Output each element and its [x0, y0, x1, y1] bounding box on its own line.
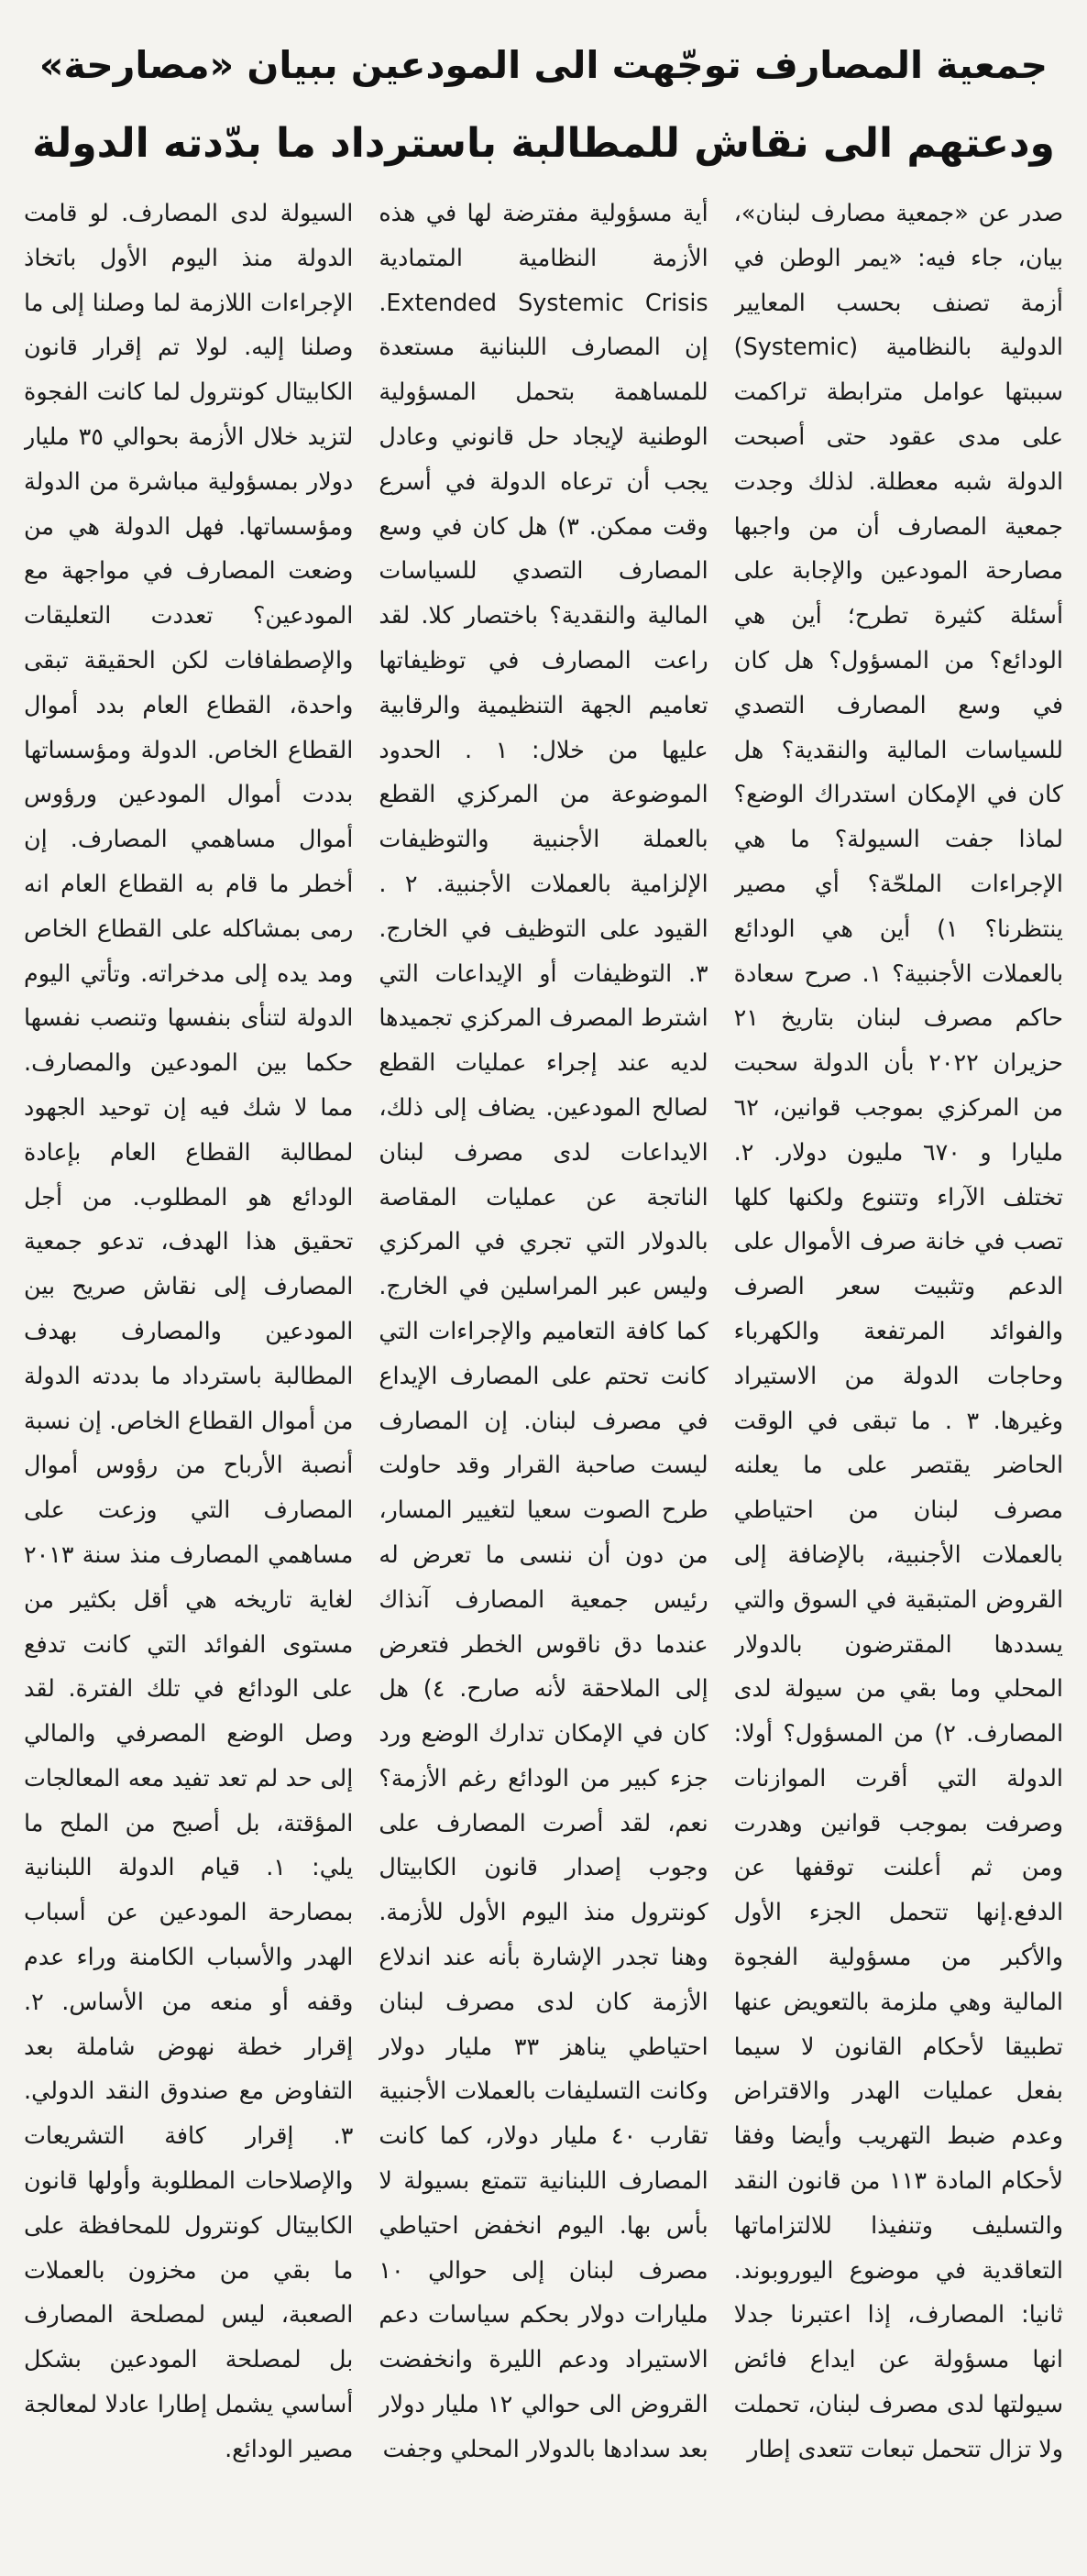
column-2-text: أية مسؤولية مفترضة لها في هذه الأزمة النظامية المتمادية Extended Systemic Crisis. إن المصارف اللبنانية مستعدة للمساهمة بتحمل المسؤولية الوطنية لإيجاد حل قانوني وعادل يجب أن ترعاه الدولة في أسرع وقت ممكن. ٣) هل كان في وسع المصارف التصدي للسياسات المالية والنقدية؟ باختصار كلا. لقد راعت المصارف في توظيفاتها تعاميم الجهة التنظيمية والرقابية عليها من خلال: ١ . الحدود الموضوعة من المركزي القطع بالعملة الأجنبية والتوظيفات الإلزامية بالعملات الأجنبية. ٢ . القيود على التوظيف في الخارج. ٣. التوظيفات أو الإيداعات التي اشترط المصرف المركزي تجميدها لديه عند إجراء عمليات القطع لصالح المودعين. يضاف إلى ذلك، الايداعات لدى مصرف لبنان الناتجة عن عمليات المقاصة بالدولار التي تجري في المركزي وليس عبر المراسلين في الخارج. كما كافة التعاميم والإجراءات التي كانت تحتم على المصارف الإيداع في مصرف لبنان. إن المصارف ليست صاحبة القرار وقد حاولت طرح الصوت سعيا لتغيير المسار، من دون أن ننسى ما تعرض له رئيس جمعية المصارف آنذاك عندما دق ناقوس الخطر فتعرض إلى الملاحقة لأنه صارح. ٤) هل كان في الإمكان تدارك الوضع ورد جزء كبير من الودائع رغم الأزمة؟ نعم، لقد أصرت المصارف على وجوب إصدار قانون الكابيتال كونترول منذ اليوم الأول للأزمة. وهنا تجدر الإشارة بأنه عند اندلاع الأزمة كان لدى مصرف لبنان احتياطي يناهز ٣٣ مليار دولار وكانت التسليفات بالعملات الأجنبية تقارب ٤٠ مليار دولار، كما كانت المصارف اللبنانية تتمتع بسيولة لا بأس بها. اليوم انخفض احتياطي مصرف لبنان إلى حوالي ١٠ مليارات دولار بحكم سياسات دعم الاستيراد ودعم الليرة وانخفضت القروض الى حوالي ١٢ مليار دولار بعد سدادها بالدولار المحلي وجفت	[379, 199, 708, 2462]
column-3-text: السيولة لدى المصارف. لو قامت الدولة منذ اليوم الأول باتخاذ الإجراءات اللازمة لما وصلنا إلى ما وصلنا إليه. لولا تم إقرار قانون الكابيتال كونترول لما كانت الفجوة لتزيد خلال الأزمة بحوالي ٣٥ مليار دولار بمسؤولية مباشرة من الدولة ومؤسساتها. فهل الدولة هي من وضعت المصارف في مواجهة مع المودعين؟ تعددت التعليقات والإصطفافات لكن الحقيقة تبقى واحدة، القطاع العام بدد أموال القطاع الخاص. الدولة ومؤسساتها بددت أموال المودعين ورؤوس أموال مساهمي المصارف. إن أخطر ما قام به القطاع العام انه رمى بمشاكله على القطاع الخاص ومد يده إلى مدخراته. وتأتي اليوم الدولة لتنأى بنفسها وتنصب نفسها حكما بين المودعين والمصارف. مما لا شك فيه إن توحيد الجهود لمطالبة القطاع العام بإعادة الودائع هو المطلوب. من أجل تحقيق هذا الهدف، تدعو جمعية المصارف إلى نقاش صريح بين المودعين والمصارف بهدف المطالبة باسترداد ما بددته الدولة من أموال القطاع الخاص. إن نسبة أنصبة الأرباح من رؤوس أموال المصارف التي وزعت على مساهمي المصارف منذ سنة ٢٠١٣ لغاية تاريخه هي أقل بكثير من مستوى الفوائد التي كانت تدفع على الودائع في تلك الفترة. لقد وصل الوضع المصرفي والمالي إلى حد لم تعد تفيد معه المعالجات المؤقتة، بل أصبح من الملح ما يلي: ١. قيام الدولة اللبنانية بمصارحة المودعين عن أسباب الهدر والأسباب الكامنة وراء عدم وقفه أو منعه من الأساس. ٢. إقرار خطة نهوض شاملة بعد التفاوض مع صندوق النقد الدولي. ٣. إقرار كافة التشريعات والإصلاحات المطلوبة وأولها قانون الكابيتال كونترول للمحافظة على ما بقي من مخزون بالعملات الصعبة، ليس لمصلحة المصارف بل لمصلحة المودعين بشكل أساسي يشمل إطارا عادلا لمعالجة مصير الودائع.	[24, 199, 354, 2462]
article-body	[24, 191, 1063, 2561]
article-headline	[27, 26, 1060, 183]
article-column-2	[379, 191, 708, 2561]
article-column-1	[734, 191, 1063, 2561]
headline-line-2: ودعتهم الى نقاش للمطالبة باسترداد ما بدّدته الدولة	[32, 120, 1055, 167]
headline-line-1: جمعية المصارف توجّهت الى المودعين ببيان «مصارحة»	[38, 43, 1049, 87]
article-column-3	[24, 191, 353, 2561]
column-1-text: صدر عن «جمعية مصارف لبنان»، بيان، جاء فيه: «يمر الوطن في أزمة تصنف بحسب المعايير الدولية بالنظامية (Systemic) سببتها عوامل مترابطة تراكمت على مدى عقود حتى أصبحت الدولة شبه معطلة. لذلك وجدت جمعية المصارف أن من واجبها مصارحة المودعين والإجابة على أسئلة كثيرة تطرح؛ أين هي الودائع؟ من المسؤول؟ هل كان في وسع المصارف التصدي للسياسات المالية والنقدية؟ هل كان في الإمكان استدراك الوضع؟ لماذا جفت السيولة؟ ما هي الإجراءات الملحّة؟ أي مصير ينتظرنا؟ ١) أين هي الودائع بالعملات الأجنبية؟ ١. صرح سعادة حاكم مصرف لبنان بتاريخ ٢١ حزيران ٢٠٢٢ بأن الدولة سحبت من المركزي بموجب قوانين، ٦٢ مليارا و ٦٧٠ مليون دولار. ٢. تختلف الآراء وتتنوع ولكنها كلها تصب في خانة صرف الأموال على الدعم وتثبيت سعر الصرف والفوائد المرتفعة والكهرباء وحاجات الدولة من الاستيراد وغيرها. ٣ . ما تبقى في الوقت الحاضر يقتصر على ما يعلنه مصرف لبنان من احتياطي بالعملات الأجنبية، بالإضافة إلى القروض المتبقية في السوق والتي يسددها المقترضون بالدولار المحلي وما بقي من سيولة لدى المصارف. ٢) من المسؤول؟ أولا: الدولة التي أقرت الموازنات وصرفت بموجب قوانين وهدرت ومن ثم أعلنت توقفها عن الدفع.إنها تتحمل الجزء الأول والأكبر من مسؤولية الفجوة المالية وهي ملزمة بالتعويض عنها تطبيقا لأحكام القانون لا سيما بفعل عمليات الهدر والاقتراض وعدم ضبط التهريب وأيضا وفقا لأحكام المادة ١١٣ من قانون النقد والتسليف وتنفيذا للالتزاماتها التعاقدية في موضوع اليوروبوند. ثانيا: المصارف، إذا اعتبرنا جدلا انها مسؤولة عن ايداع فائض سيولتها لدى مصرف لبنان، تحملت ولا تزال تتحمل تبعات تتعدى إطار	[733, 199, 1063, 2462]
